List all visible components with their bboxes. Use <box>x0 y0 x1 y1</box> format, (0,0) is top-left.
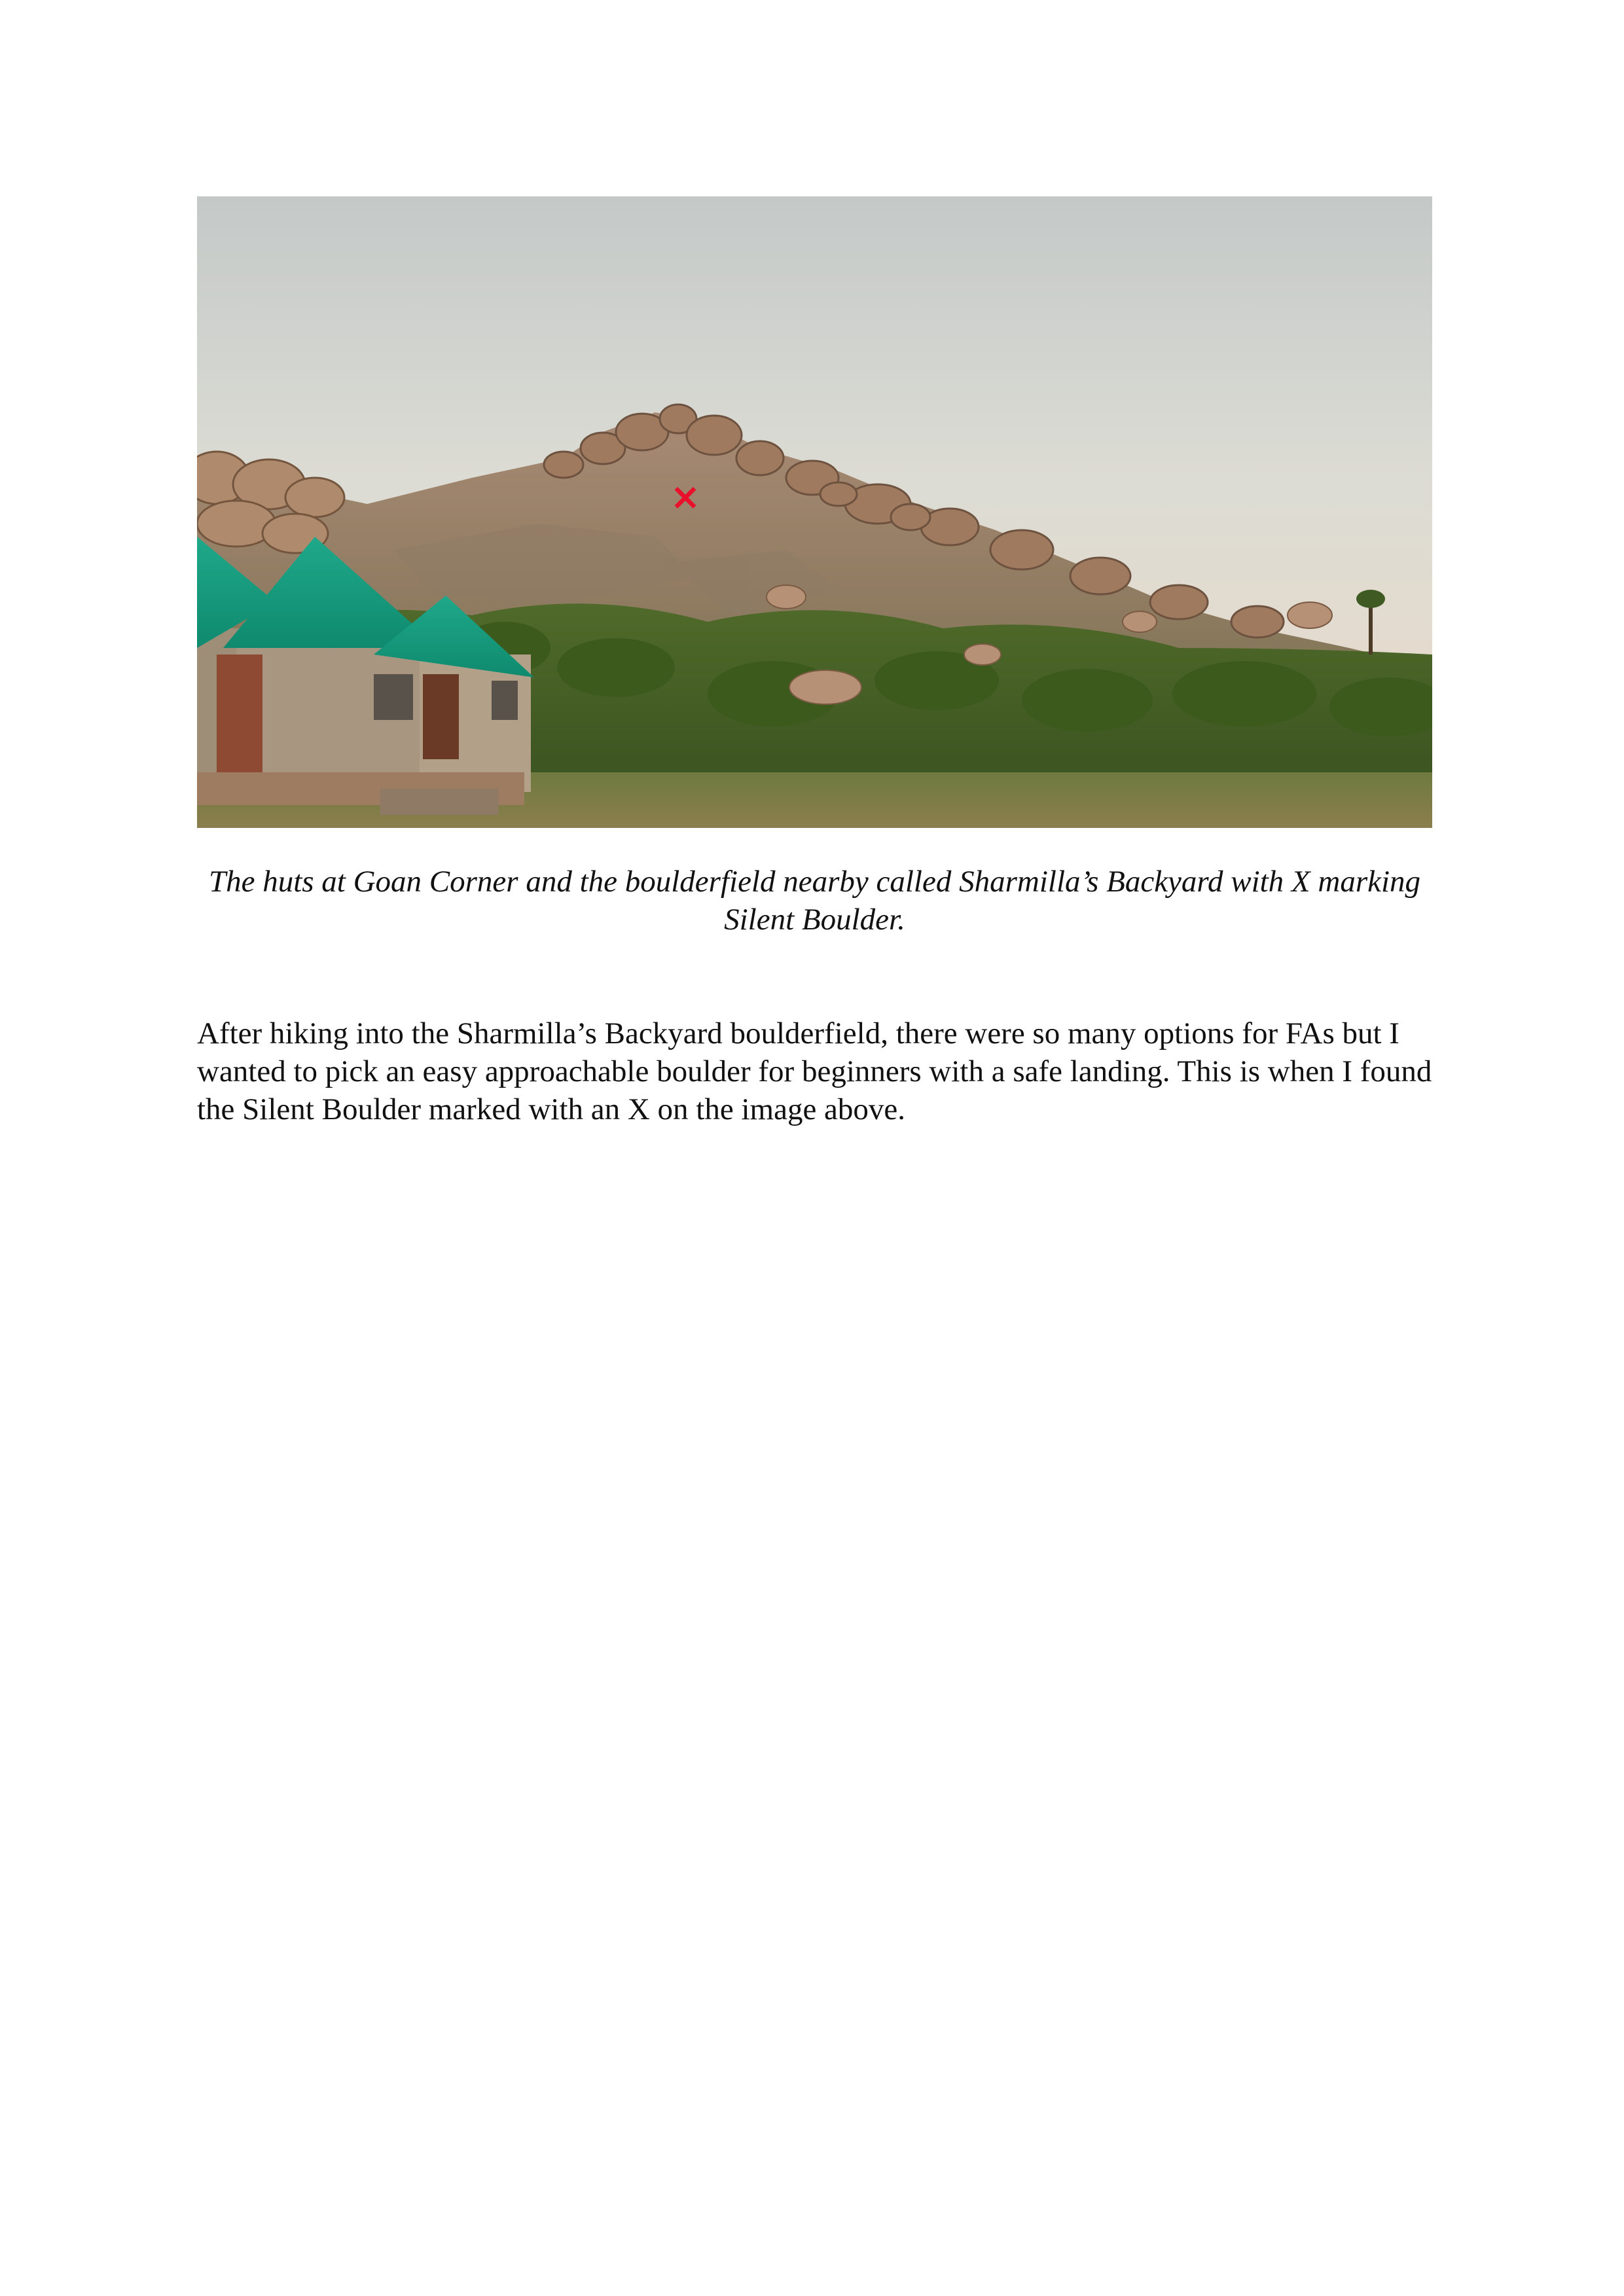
landscape-photo <box>197 196 1432 828</box>
figure-caption: The huts at Goan Corner and the boulderfield nearby called Sharmilla’s Backyard with X marking Silent Boulder. <box>208 865 1421 937</box>
x-marker-icon: × <box>670 476 701 518</box>
landscape-photo-illustration <box>197 196 1432 828</box>
body-paragraph: After hiking into the Sharmilla’s Backyard boulderfield, there were so many options for FAs but I wanted to pick an easy approachable boulder for beginners with a safe landing. This is when I found the Silent Boulder marked with an X on the image above. <box>197 1016 1432 1126</box>
